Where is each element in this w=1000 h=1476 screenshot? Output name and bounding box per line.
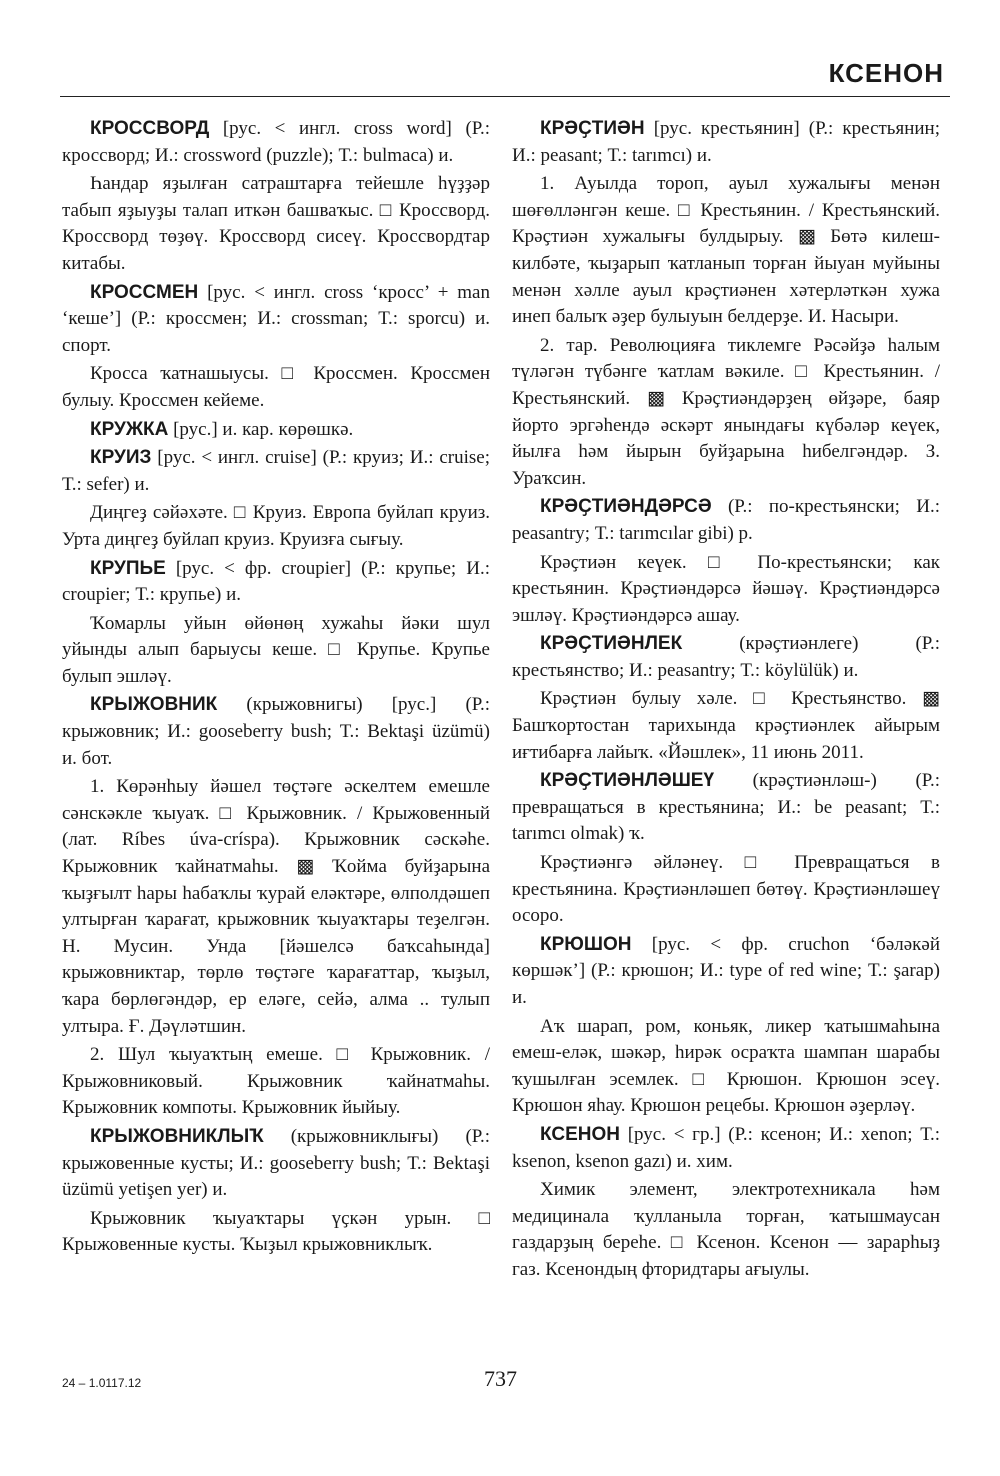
entry-text: [рус. < фр. croupier] (Р.: крупье; И.: croupier; Т.: крупье) и.	[62, 557, 490, 606]
definition: Крәҫтиән булыу хәле. □ Крестьянство. ▩ Башҡортостан тарихында крәҫтиәнлек айырым иғтибарға лайыҡ. «Йәшлек», 11 июнь 2011.	[512, 688, 940, 763]
definition: 2. Шул ҡыуаҡтың емеше. □ Крыжовник. / Крыжовниковый. Крыжовник ҡайнатмаһы. Крыжовник компоты. Крыжовник йыйыу.	[62, 1044, 490, 1119]
entry-text: (Р.: по-крестьянски; И.: peasantry; Т.: tarımcılar gibi) р.	[512, 496, 940, 544]
right-column	[512, 116, 940, 1286]
entry-krestiandarsa	[512, 494, 940, 547]
entry-krupe	[62, 556, 490, 609]
headword: КРЮШОН	[540, 933, 632, 955]
entry-kruzhka	[62, 417, 490, 444]
headword: КРОССМЕН	[90, 281, 199, 303]
entry-text: [рус. < ингл. cruise] (Р.: круиз; И.: cruise; Т.: sefer) и.	[62, 447, 490, 495]
entry-ksenon	[512, 1122, 940, 1175]
headword: КРЫЖОВНИК	[90, 694, 218, 716]
entry-krossmen	[62, 280, 490, 360]
entry-text: [рус.] и. кар. көрөшкә.	[168, 418, 354, 440]
header-rule	[60, 96, 950, 97]
running-head: КСЕНОН	[828, 58, 944, 88]
entry-kruiz	[62, 445, 490, 498]
definition: Химик элемент, электротехникала һәм медицинала ҡулланыла торған, ҡатышмаусан газдарҙың береһе. □ Ксенон. Ксенон — зарарһыҙ газ. Ксенондың фторидтары ағыулы.	[512, 1179, 940, 1280]
headword: КРУИЗ	[90, 447, 152, 469]
definition: 1. Көрәнһыу йәшел төҫтәге әскелтем емешле сәнскәкле ҡыуаҡ. □ Крыжовник. / Крыжовенный (лат. Ríbes úva-críspa). Крыжовник сәскәһе. Крыжовник ҡайнатмаһы. ▩ Ҡойма буйҙарына ҡыҙғылт һары һабаҡлы ҡурай еләктәре, өлполдәшеп ултырған ҡарағат, крыжовник ҡыуаҡтары теҙелгән. Н. Мусин. Унда [йәшелсә баҡсаһында] крыжовниктар, төрлө төҫтәге ҡарағаттар, ҡыҙыл, ҡара бөрлөгәндәр, ер еләге, сейә, алма .. тулып ултыра. Ғ. Дәүләтшин.	[62, 776, 490, 1037]
entry-text: (крыжовниклығы) (Р.: крыжовенные кусты; И.: gooseberry bush; Т.: Bektaşi üzümü yetişen yer) и.	[62, 1125, 490, 1201]
headword: КРОССВОРД	[90, 118, 210, 139]
entry-text: [рус. < ингл. cross word] (Р.: кроссворд; И.: crossword (puzzle); Т.: bulmaca) и.	[62, 118, 490, 166]
page-number: 737	[484, 1366, 517, 1391]
definition: Һандар яҙылған сатраштарға тейешле һүҙҙәр табып яҙыуҙы талап иткән башваҡыс. □ Кроссворд. Кроссворд төҙөү. Кроссворд сисеү. Кроссвордтар китабы.	[62, 173, 490, 274]
headword: КРӘҪТИӘН	[540, 118, 645, 139]
entry-krestian	[512, 116, 940, 169]
definition: Аҡ шарап, ром, коньяк, ликер ҡатышмаһына емеш-еләк, шәкәр, һирәк осраҡта шампан шарабы ҡушылған эсемлек. □ Крюшон. Крюшон эсеү. Крюшон яһау. Крюшон рецебы. Крюшон әҙерләү.	[512, 1015, 940, 1117]
headword: КРУПЬЕ	[90, 557, 166, 579]
left-column	[62, 116, 490, 1261]
entry-kryzhovniklyk	[62, 1124, 490, 1204]
entry-krestianlasheu	[512, 768, 940, 848]
headword: КСЕНОН	[540, 1123, 620, 1145]
definition: 2. тар. Революцияға тиклемге Рәсәйҙә һалым түләгән түбәнге ҡатлам вәкиле. □ Крестьянин. / Крестьянский. ▩ Крәҫтиәндәрҙең өйҙәре, баяр йорто эргәһендә әскәрт янындағы күбәләр кеүек, йылға һәм йырын буйҙарына һибелгәндәр. З. Ураҡсин.	[512, 334, 940, 489]
entry-text: [рус. крестьянин] (Р.: крестьянин; И.: peasant; Т.: tarımcı) и.	[512, 118, 940, 166]
entry-text: (крыжовнигы) [рус.] (Р.: крыжовник; И.: gooseberry bush; Т.: Bektaşi üzümü) и. бот.	[62, 694, 490, 769]
entry-text: [рус. < ингл. cross ‘кросс’ + man ‘кеше’] (Р.: кроссмен; И.: crossman; Т.: sporcu) и. спорт.	[62, 281, 490, 356]
headword: КРӘҪТИӘНДӘРСӘ	[540, 496, 712, 518]
entry-text: [рус. < гр.] (Р.: ксенон; И.: xenon; Т.: ksenon, ksenon gazı) и. хим.	[512, 1123, 940, 1172]
entry-kryushon	[512, 932, 940, 1012]
entry-text: (крәҫтиәнлеге) (Р.: крестьянство; И.: peasantry; Т.: köylülük) и.	[512, 633, 940, 681]
print-signature: 24 – 1.0117.12	[62, 1376, 142, 1390]
entry-text: (крәҫтиәнләш-) (Р.: превращаться в крестьянина; И.: be peasant; Т.: tarımcı olmak) ҡ.	[512, 770, 940, 845]
definition: Ҡомарлы уйын өйөнөң хужаһы йәки шул уйынды алып барыусы кеше. □ Крупье. Крупье булып эшләү.	[62, 612, 490, 687]
headword: КРӘҪТИӘНЛЕК	[540, 633, 683, 655]
headword: КРЫЖОВНИКЛЫҠ	[90, 1125, 264, 1147]
headword: КРӘҪТИӘНЛӘШЕҮ	[540, 770, 715, 792]
definition: Диңгеҙ сәйәхәте. □ Круиз. Европа буйлап круиз. Урта диңгеҙ буйлап круиз. Круизға сығыу.	[62, 502, 490, 550]
entry-kroссvord	[62, 116, 490, 169]
definition: Кросса ҡатнашыусы. □ Кроссмен. Кроссмен булыу. Кроссмен кейеме.	[62, 363, 490, 411]
headword: КРУЖКА	[90, 418, 169, 440]
entry-text: [рус. < фр. cruchon ‘бәләкәй көршәк’] (Р.: крюшон; И.: type of red wine; Т.: şarap) и.	[512, 933, 940, 1008]
definition: 1. Ауылда тороп, ауыл хужалығы менән шөғөлләнгән кеше. □ Крестьянин. / Крестьянский. Крәҫтиән хужалығы булдырыу. ▩ Бөтә килеш-килбәте, ҡыҙарып ҡатланып торған йыуан муйыны менән хәлле ауыл крәҫтиәнен хәтерләткән хужа инеп балыҡ әҙер булыуын белдерҙе. И. Насыри.	[512, 173, 940, 328]
definition: Крәҫтиәнгә әйләнеү. □ Превращаться в крестьянина. Крәҫтиәнләшеп бөтөү. Крәҫтиәнләшеү осоро.	[512, 852, 940, 927]
entry-krestianlek	[512, 631, 940, 684]
entry-kryzhovnik	[62, 692, 490, 772]
definition: Крәҫтиән кеүек. □ По-крестьянски; как крестьянин. Крәҫтиәндәрсә йәшәү. Крәҫтиәндәрсә эшләү. Крәҫтиәндәрсә ашау.	[512, 551, 940, 626]
definition: Крыжовник ҡыуаҡтары үҫкән урын. □ Крыжовенные кусты. Ҡыҙыл крыжовниклыҡ.	[62, 1207, 490, 1256]
